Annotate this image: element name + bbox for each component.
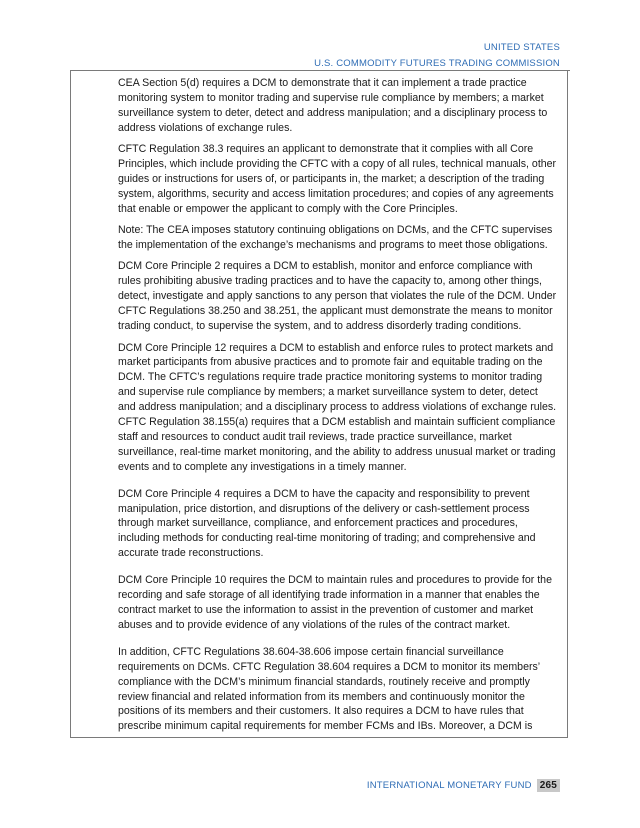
running-header-agency: U.S. COMMODITY FUTURES TRADING COMMISSION bbox=[314, 58, 560, 69]
paragraph-core-principle-10: DCM Core Principle 10 requires the DCM to maintain rules and procedures to provide for the recording and safe storage of all identifying trade information in a manner that enables the contract market to use the information to assist in the prevention of customer and market abuses and to provide evidence of any violations of the rules of the contract market. bbox=[118, 574, 552, 631]
paragraph-core-principle-2: DCM Core Principle 2 requires a DCM to establish, monitor and enforce compliance with rules prohibiting abusive trading practices and to have the capacity to, among other things, detect, investigate and apply sanctions to any person that violates the rule of the DCM. Under CFTC Regulations 38.250 and 38.251, the applicant must demonstrate the means to monitor trading conduct, to supervise the system, and to address disorderly trading conditions. bbox=[118, 260, 557, 333]
content-box bbox=[70, 71, 568, 738]
footer-org: INTERNATIONAL MONETARY FUND bbox=[366, 780, 532, 791]
paragraph-core-principle-4: DCM Core Principle 4 requires a DCM to have the capacity and responsibility to prevent manipulation, price distortion, and disruptions of the delivery or cash-settlement process through market surveillance, compliance, and enforcement practices and procedures, including methods for conducting real-time monitoring of trading; and comprehensive and accurate trade reconstructions. bbox=[118, 487, 536, 560]
page-number: 265 bbox=[537, 779, 560, 792]
paragraph-core-principle-12: DCM Core Principle 12 requires a DCM to establish and enforce rules to protect markets and market participants from abusive practices and to promote fair and equitable trading on the DCM. The CFTC’s regulations require trade practice monitoring systems to monitor trading and supervise rule compliance by members; a market surveillance system to deter, detect and address manipulation; and a disciplinary process to address violations of exchange rules. CFTC Regulation 38.155(a) requires that a DCM establish and maintain sufficient compliance staff and resources to conduct audit trail reviews, trade practice surveillance, market surveillance, real-time market monitoring, and the ability to address unusual market or trading events and to complete any investigations in a timely manner. bbox=[118, 341, 557, 473]
paragraph-cea-section-5d: CEA Section 5(d) requires a DCM to demonstrate that it can implement a trade practice monitoring system to monitor trading and supervise rule compliance by members; a market surveillance system to deter, detect and address manipulation; and a disciplinary process to address violations of exchange rules. bbox=[118, 77, 548, 134]
box-text bbox=[118, 76, 558, 738]
paragraph-note: Note: The CEA imposes statutory continuing obligations on DCMs, and the CFTC supervises the implementation of the exchange’s mechanisms and programs to meet those obligations. bbox=[118, 224, 553, 252]
paragraph-financial-surveillance: In addition, CFTC Regulations 38.604-38.606 impose certain financial surveillance requirements on DCMs. CFTC Regulation 38.604 requires a DCM to monitor its members’ compliance with the DCM’s minimum financial standards, routinely receive and promptly review financial and related information from its members and continuously monitor the positions of its members and their customers. It also requires a DCM to have rules that prescribe minimum capital requirements for member FCMs and IBs. Moreover, a DCM is bbox=[118, 645, 540, 733]
running-header-country: UNITED STATES bbox=[483, 42, 560, 53]
paragraph-regulation-38-3: CFTC Regulation 38.3 requires an applicant to demonstrate that it complies with all Core Principles, which include providing the CFTC with a copy of all rules, technical manuals, other guides or instructions for users of, or participants in, the market; a description of the trading system, algorithms, security and access limitation procedures; and copies of any agreements that enable or empower the applicant to comply with the Core Principles. bbox=[118, 143, 557, 215]
page-footer bbox=[367, 779, 560, 792]
